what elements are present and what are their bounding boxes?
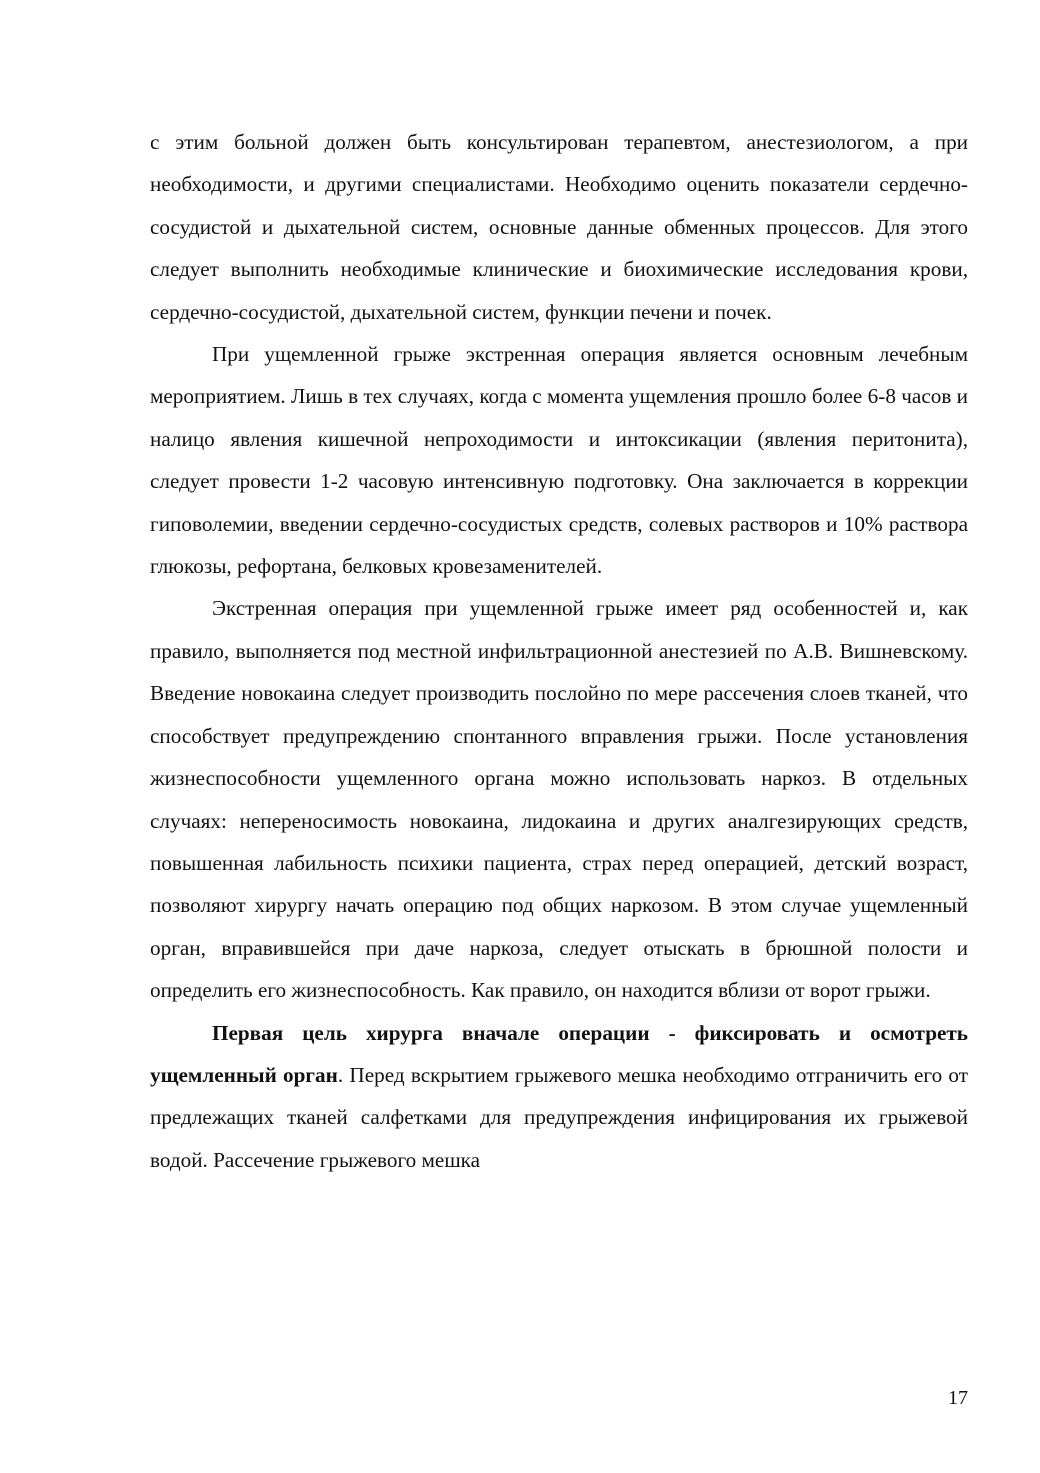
paragraph: При ущемленной грыже экстренная операция является основным лечебным мероприятием. Лишь в тех случаях, когда с момента ущемления прошло более 6-8 часов и налицо явления кишечной непроходимости и интоксикации (явления перитонита), следует провести 1-2 часовую интенсивную подготовку. Она заключается в коррекции гиповолемии, введении сердечно-сосудистых средств, солевых растворов и 10% раствора глюкозы, рефортана, белковых кровезаменителей. [150,342,968,579]
bold-heading-phrase: Первая цель хирурга вначале операции - фиксировать и осмотреть ущемленный орган [150,1020,968,1087]
paragraph: Экстренная операция при ущемленной грыже имеет ряд особенностей и, как правило, выполняется под местной инфильтрационной анестезией по А.В. Вишневскому. Введение новокаина следует производить послойно по мере рассечения слоев тканей, что способствует предупреждению спонтанного вправления грыжи. После установления жизнеспособности ущемленного органа можно использовать наркоз. В отдельных случаях: непереносимость новокаина, лидокаина и других аналгезирующих средств, повышенная лабильность психики пациента, страх перед операцией, детский возраст, позволяют хирургу начать операцию под общих наркозом. В этом случае ущемленный орган, вправившейся при даче наркоза, следует отыскать в брюшной полости и определить его жизнеспособность. Как правило, он находится вблизи от ворот грыжи. [150,596,968,1003]
page-number: 17 [948,1387,968,1409]
page-body [150,121,968,1181]
paragraph-text: . Перед вскрытием грыжевого мешка необходимо отграничить его от предлежащих тканей салфетками для предупреждения инфицирования их грыжевой водой. Рассечение грыжевого мешка [150,1062,968,1172]
paragraph [150,1012,968,1182]
paragraph: с этим больной должен быть консультирован терапевтом, анестезиологом, а при необходимости, и другими специалистами. Необходимо оценить показатели сердечно-сосудистой и дыхательной систем, основные данные обменных процессов. Для этого следует выполнить необходимые клинические и биохимические исследования крови, сердечно-сосудистой, дыхательной систем, функции печени и почек. [150,130,968,324]
